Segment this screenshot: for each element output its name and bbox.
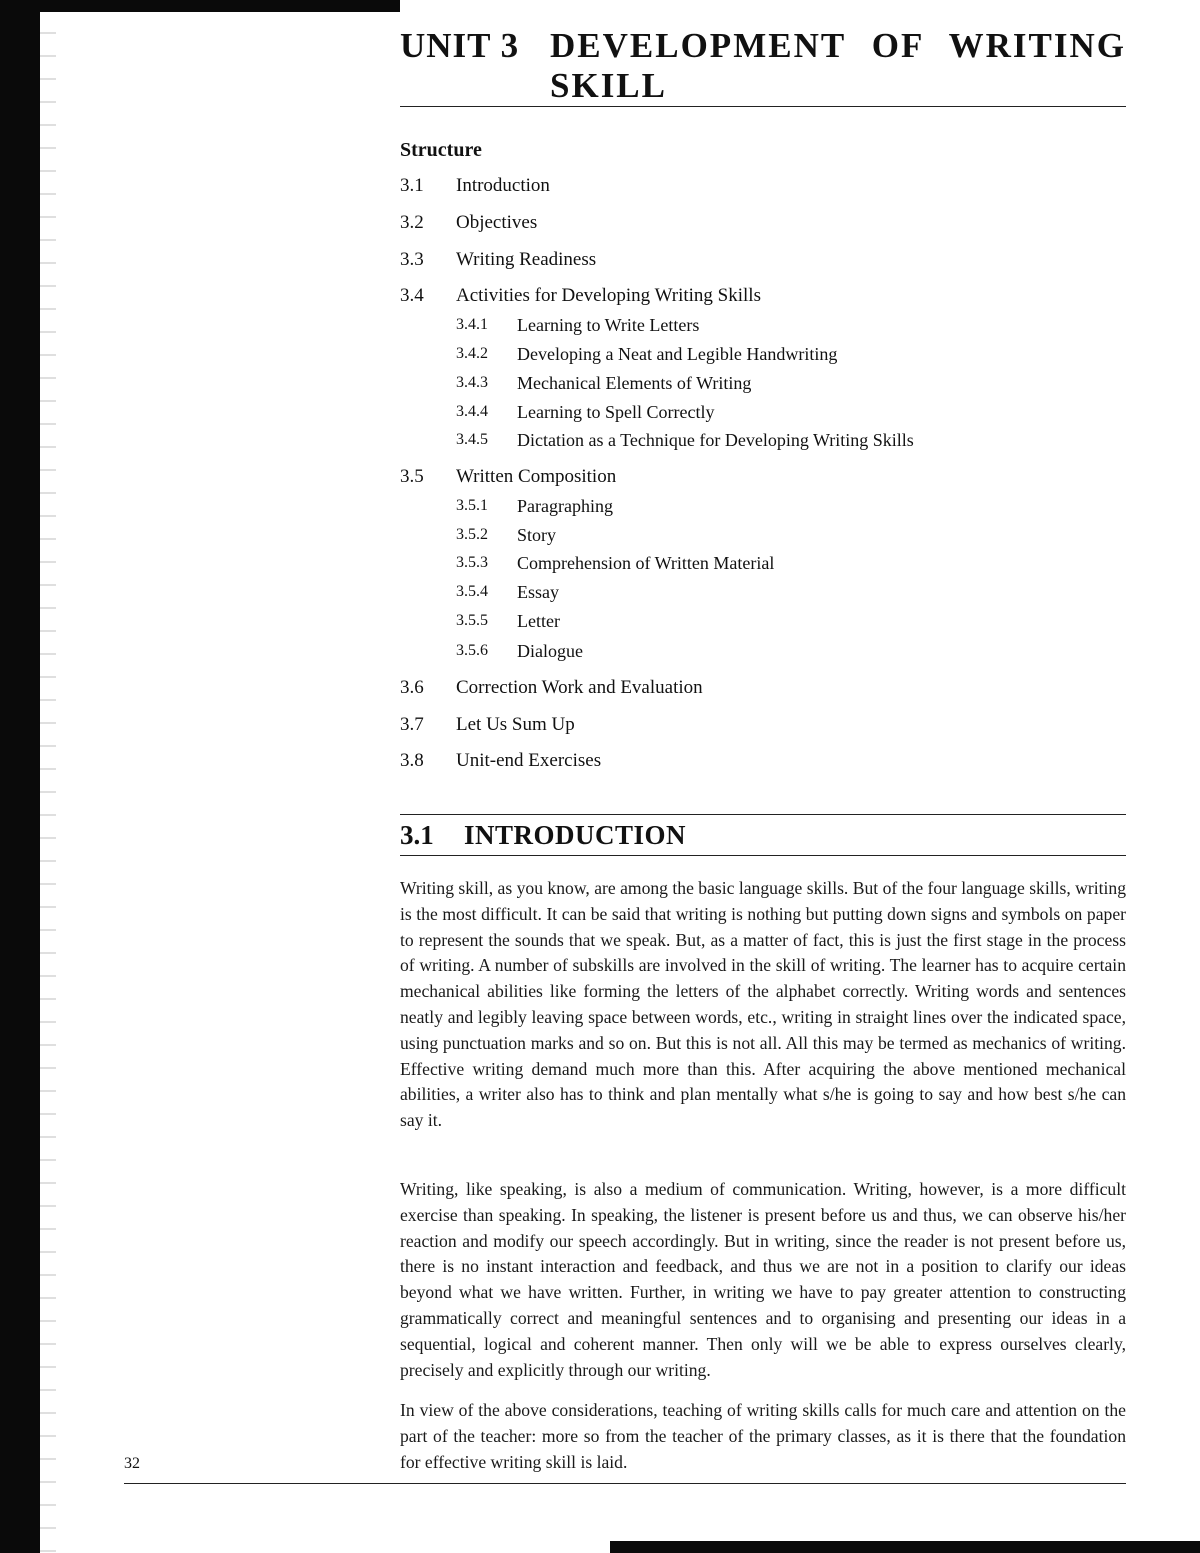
section-heading <box>400 814 1126 856</box>
toc-number: 3.2 <box>400 212 424 233</box>
unit-title-line-1: DEVELOPMENT OF WRITING <box>550 26 1126 65</box>
body-paragraph: Writing, like speaking, is also a medium of communication. Writing, however, is a more difficult exercise than speaking. In speaking, the listener is present before us and thus, we can observe his/her reaction and modify our speech accordingly. But in writing, since the reader is not present before us, there is no instant interaction and feedback, and thus we are not in a position to clarify our ideas beyond what we have written. Further, in writing we have to pay greater attention to constructing grammatically correct and meaningful sentences and to organising and presenting our ideas in a sequential, logical and coherent manner. Then only will we be able to express ourselves clearly, precisely and explicitly through our writing. <box>400 1179 1126 1380</box>
toc-number: 3.5.1 <box>456 497 488 514</box>
toc-label: Unit-end Exercises <box>456 750 602 771</box>
unit-number: UNIT 3 <box>400 26 520 65</box>
toc-number: 3.4.3 <box>456 374 488 391</box>
toc-label: Developing a Neat and Legible Handwriting <box>517 344 838 364</box>
unit-header <box>400 26 1126 107</box>
body-paragraph: Writing skill, as you know, are among the basic language skills. But of the four language skills, writing is the most difficult. It can be said that writing is nothing but putting down signs and symbols on paper to represent the sounds that we speak. But, as a matter of fact, this is just the first stage in the process of writing. A number of subskills are involved in the skill of writing. The learner has to acquire certain mechanical abilities like forming the letters of the alphabet correctly. Writing words and sentences neatly and legibly leaving space between words, etc., writing in straight lines over the indicated space, using punctuation marks and so on. But this is not all. All this may be termed as mechanics of writing. Effective writing demand much more than this. After acquiring the above mentioned mechanical abilities, a writer also has to think and plan mentally what s/he is going to say and how best s/he can say it. <box>400 878 1126 1131</box>
toc-label: Introduction <box>456 175 550 196</box>
toc-label: Activities for Developing Writing Skills <box>456 285 761 306</box>
toc-number: 3.4.2 <box>456 345 488 362</box>
structure-heading: Structure <box>400 139 482 161</box>
toc-number: 3.1 <box>400 175 424 196</box>
toc-number: 3.7 <box>400 714 424 735</box>
toc-label: Dialogue <box>517 641 583 661</box>
section-title: INTRODUCTION <box>464 820 687 850</box>
toc-label: Correction Work and Evaluation <box>456 677 703 698</box>
toc-number: 3.5.4 <box>456 583 488 600</box>
toc-label: Learning to Write Letters <box>517 315 700 335</box>
section-number: 3.1 <box>400 820 434 850</box>
toc-number: 3.6 <box>400 677 424 698</box>
toc-number: 3.8 <box>400 750 424 771</box>
scan-speckle <box>40 0 56 1553</box>
toc-label: Dictation as a Technique for Developing Writing Skills <box>517 430 914 450</box>
toc-label: Paragraphing <box>517 496 613 516</box>
toc-label: Letter <box>517 611 560 631</box>
toc-label: Learning to Spell Correctly <box>517 402 715 422</box>
footer-rule <box>124 1483 1126 1484</box>
scan-left-edge <box>0 0 40 1553</box>
toc-number: 3.5 <box>400 466 424 487</box>
toc-label: Objectives <box>456 212 538 233</box>
toc-label: Essay <box>517 582 559 602</box>
toc-number: 3.3 <box>400 249 424 270</box>
toc-label: Story <box>517 525 557 545</box>
toc-number: 3.4.1 <box>456 316 488 333</box>
toc-label: Writing Readiness <box>456 249 597 270</box>
scan-bottom-edge <box>610 1541 1200 1553</box>
unit-title <box>550 26 1126 106</box>
unit-title-line-2: SKILL <box>550 66 667 105</box>
toc-number: 3.5.5 <box>456 612 488 629</box>
toc-number: 3.5.3 <box>456 554 488 571</box>
scan-top-edge <box>0 0 400 12</box>
toc-number: 3.4 <box>400 285 424 306</box>
toc-number: 3.4.5 <box>456 431 488 448</box>
toc-number: 3.5.6 <box>456 642 488 659</box>
toc-label: Written Composition <box>456 466 617 487</box>
page-number: 32 <box>124 1455 140 1472</box>
toc-label: Let Us Sum Up <box>456 714 575 735</box>
toc-label: Mechanical Elements of Writing <box>517 373 752 393</box>
toc-number: 3.5.2 <box>456 526 488 543</box>
toc-number: 3.4.4 <box>456 403 488 420</box>
toc-label: Comprehension of Written Material <box>517 553 775 573</box>
body-paragraph: In view of the above considerations, teaching of writing skills calls for much care and attention on the part of the teacher: more so from the teacher of the primary classes, as it is there that the foundation for effective writing skill is laid. <box>400 1400 1126 1472</box>
